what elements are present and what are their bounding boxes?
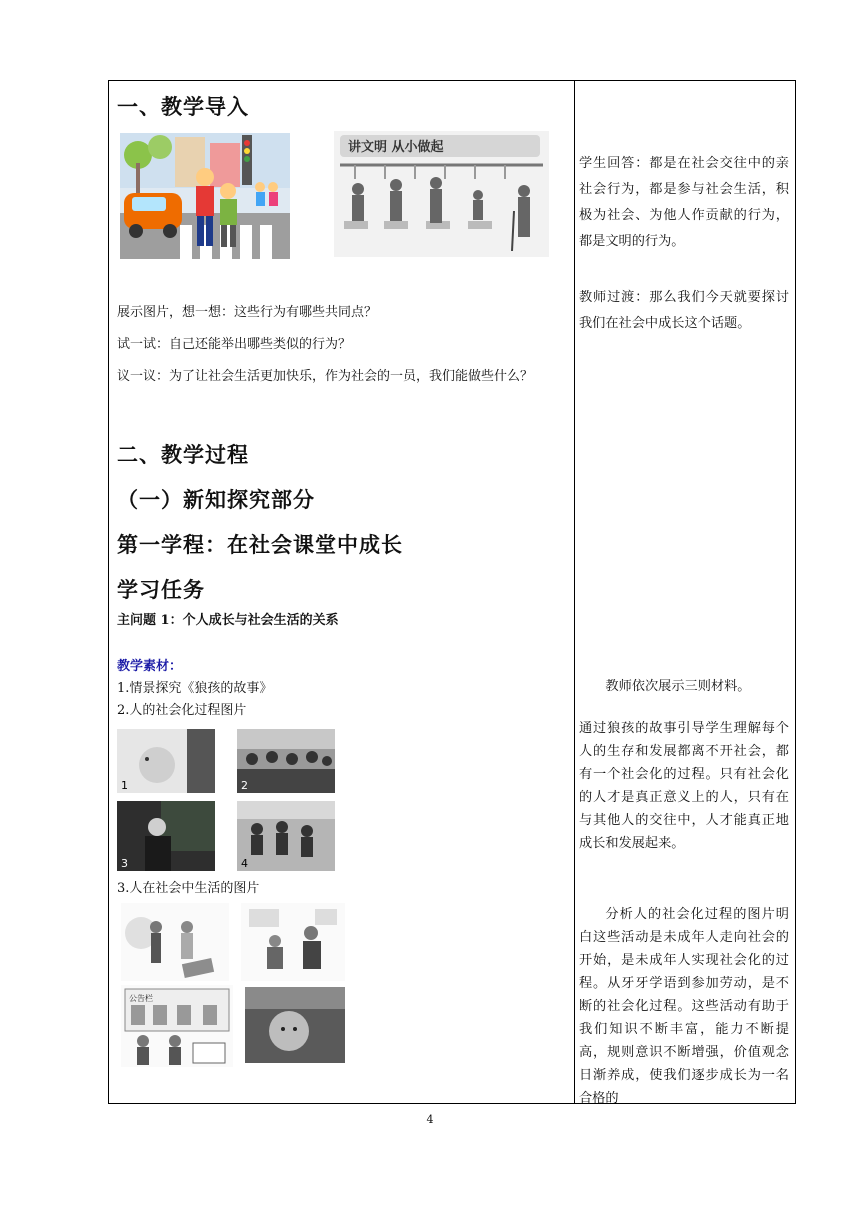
photo-label: 2 [241,779,248,792]
teacher-transition: 教师过渡：那么我们今天就要探讨我们在社会中成长这个话题。 [579,290,789,331]
banner-text: 讲文明 从小做起 [348,140,444,155]
analysis-note: 分析人的社会化过程的图片明白这些活动是未成年人走向社会的开始，是未成年人实现社会化的过程。从牙牙学语到参加劳动，是不断的社会化过程。这些活动有助于我们知识不断丰富，能力不断提高，规则意识不断增强，价值观念日渐养成，使我们逐步成长为一名合格的 [579,907,789,1106]
material-3: 3.人在社会中生活的图片 [117,881,260,896]
photo-baby [117,729,215,793]
page-number: 4 [426,1113,434,1126]
photo-label: 1 [121,779,128,792]
bus-courtesy-illustration [334,131,549,257]
material-1: 1.情景探究《狼孩的故事》 [117,681,273,696]
wolf-story-note: 通过狼孩的故事引导学生理解每个人的生存和发展都离不开社会，都有一个社会化的过程。只有社会化的人才是真正意义上的人，只有在与其他人的交往中，人才能真正地成长和发展起来。 [579,721,789,851]
photo-field-work [237,801,335,871]
photo-label: 3 [121,857,128,870]
teacher-show-note: 教师依次展示三则材料。 [605,679,751,694]
heading-process: 二、教学过程 [117,443,249,467]
photo-students [237,729,335,793]
sketch-community-board [121,985,233,1067]
prompt-try: 试一试：自己还能举出哪些类似的行为？ [117,337,352,352]
heading-stage: 第一学程：在社会课堂中成长 [117,533,403,557]
column-divider [574,81,575,1103]
prompt-discuss: 议一议：为了让社会生活更加快乐，作为社会的一员，我们能做些什么？ [117,369,534,384]
student-answer: 学生回答：都是在社会交往中的亲社会行为，都是参与社会生活，积极为社会、为他人作贡献的行为，都是文明的行为。 [579,156,789,249]
crosswalk-illustration [120,133,290,259]
heading-intro: 一、教学导入 [117,95,249,119]
heading-task: 学习任务 [117,578,205,602]
main-question: 主问题 1：个人成长与社会生活的关系 [117,613,339,628]
materials-label: 教学素材： [117,659,183,674]
lesson-table [108,80,796,1104]
sketch-street-help [121,903,229,981]
sketch-reading-care [241,903,345,981]
photo-teacher [117,801,215,871]
board-sign: 公告栏 [129,994,153,1003]
prompt-show: 展示图片，想一想：这些行为有哪些共同点？ [117,305,378,320]
photo-child-portrait [245,987,345,1063]
photo-label: 4 [241,857,248,870]
material-2: 2.人的社会化过程图片 [117,703,247,718]
heading-subsection: （一）新知探究部分 [117,488,315,512]
